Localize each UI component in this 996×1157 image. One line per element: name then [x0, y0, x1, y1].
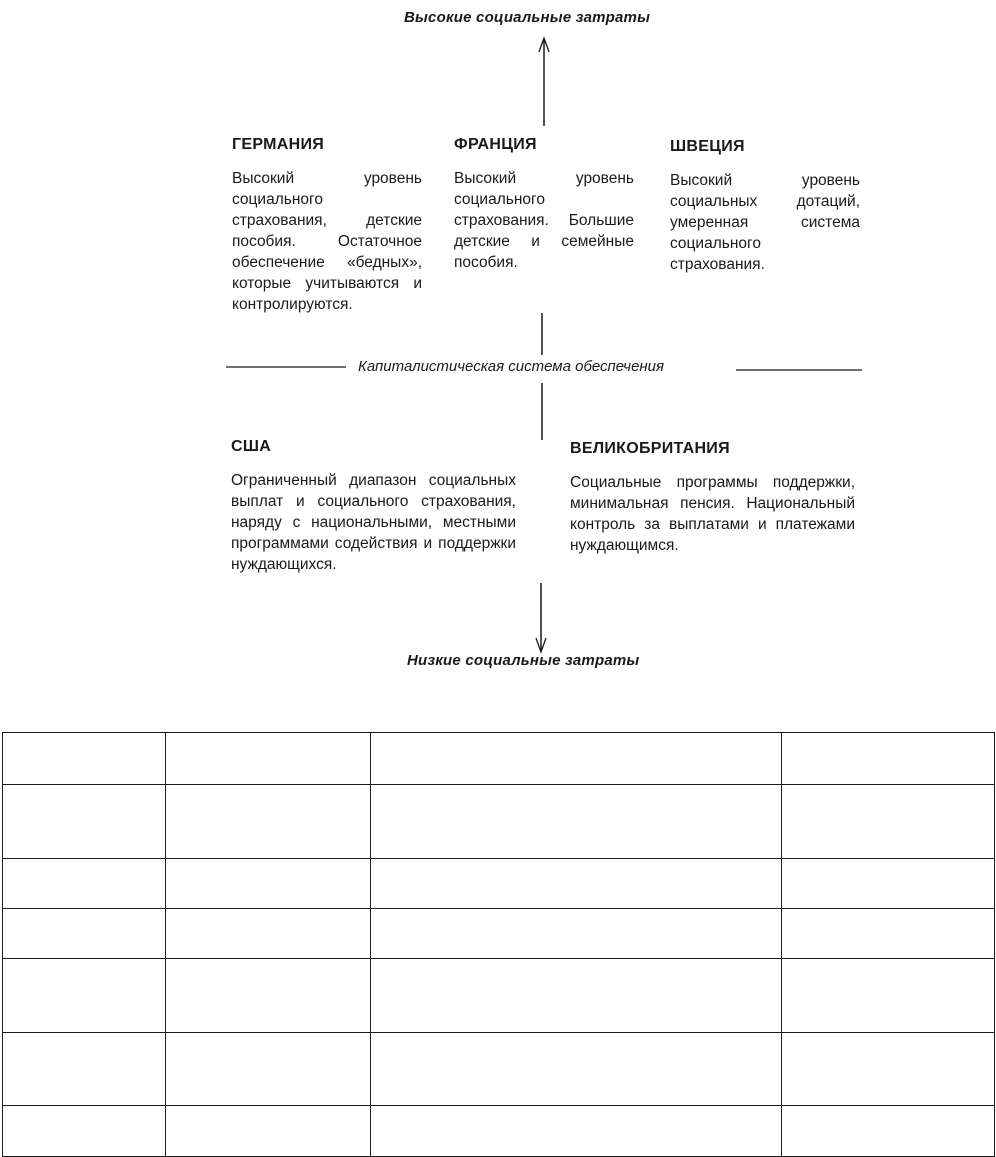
country-title: ГЕРМАНИЯ	[232, 136, 325, 153]
table-cell	[371, 959, 782, 1033]
table-cell	[782, 785, 995, 859]
table-row	[3, 859, 995, 909]
table-cell	[166, 733, 371, 785]
country-title: США	[231, 438, 272, 455]
table-cell	[3, 785, 166, 859]
table-row	[3, 959, 995, 1033]
table-cell	[371, 785, 782, 859]
table-cell	[371, 1106, 782, 1157]
horizontal-axis-label: Капиталистическая система обеспечения	[354, 358, 668, 375]
country-title: ВЕЛИКОБРИТАНИЯ	[570, 440, 730, 457]
country-block-great-britain	[570, 440, 855, 556]
comparison-table	[2, 732, 995, 1157]
country-block-germany	[232, 136, 422, 315]
country-title: ФРАНЦИЯ	[454, 136, 537, 153]
country-block-usa	[231, 438, 516, 575]
table-row	[3, 1106, 995, 1157]
table-cell	[371, 733, 782, 785]
table-cell	[166, 785, 371, 859]
country-text: Ограниченный диапазон социальных выплат и социального страхования, наряду с национальными, местными программами содействия и поддержки нуждающихся.	[231, 472, 516, 573]
table-row	[3, 909, 995, 959]
table-cell	[782, 909, 995, 959]
country-text: Социальные программы поддержки, минимальная пенсия. Национальный контроль за выплатами и платежами нуждающимся.	[570, 474, 855, 554]
top-axis-label: Высокие социальные затраты	[404, 9, 651, 26]
table-cell	[166, 859, 371, 909]
table-cell	[166, 909, 371, 959]
table-cell	[371, 909, 782, 959]
table-cell	[3, 1033, 166, 1106]
table-cell	[782, 1033, 995, 1106]
country-text: Высокий уровень социального страхования, детские пособия. Остаточное обеспечение «бедных», которые учитываются и контролируются.	[232, 170, 422, 313]
table-cell	[3, 1106, 166, 1157]
country-text: Высокий уровень социального страхования. Большие детские и семейные пособия.	[454, 170, 634, 271]
table-body	[3, 733, 995, 1157]
table-cell	[3, 959, 166, 1033]
table-cell	[782, 733, 995, 785]
table-cell	[3, 733, 166, 785]
table-row	[3, 733, 995, 785]
table-cell	[782, 1106, 995, 1157]
country-text: Высокий уровень социальных дотаций, умеренная система социального страхования.	[670, 172, 860, 273]
table-row	[3, 785, 995, 859]
table-cell	[3, 859, 166, 909]
country-block-sweden	[670, 138, 860, 275]
table-cell	[166, 959, 371, 1033]
table-cell	[3, 909, 166, 959]
table-row	[3, 1033, 995, 1106]
table-cell	[166, 1033, 371, 1106]
table-cell	[371, 859, 782, 909]
table-cell	[371, 1033, 782, 1106]
country-title: ШВЕЦИЯ	[670, 138, 745, 155]
table-cell	[166, 1106, 371, 1157]
country-block-france	[454, 136, 634, 273]
table-cell	[782, 959, 995, 1033]
bottom-axis-label: Низкие социальные затраты	[407, 652, 640, 669]
table-cell	[782, 859, 995, 909]
